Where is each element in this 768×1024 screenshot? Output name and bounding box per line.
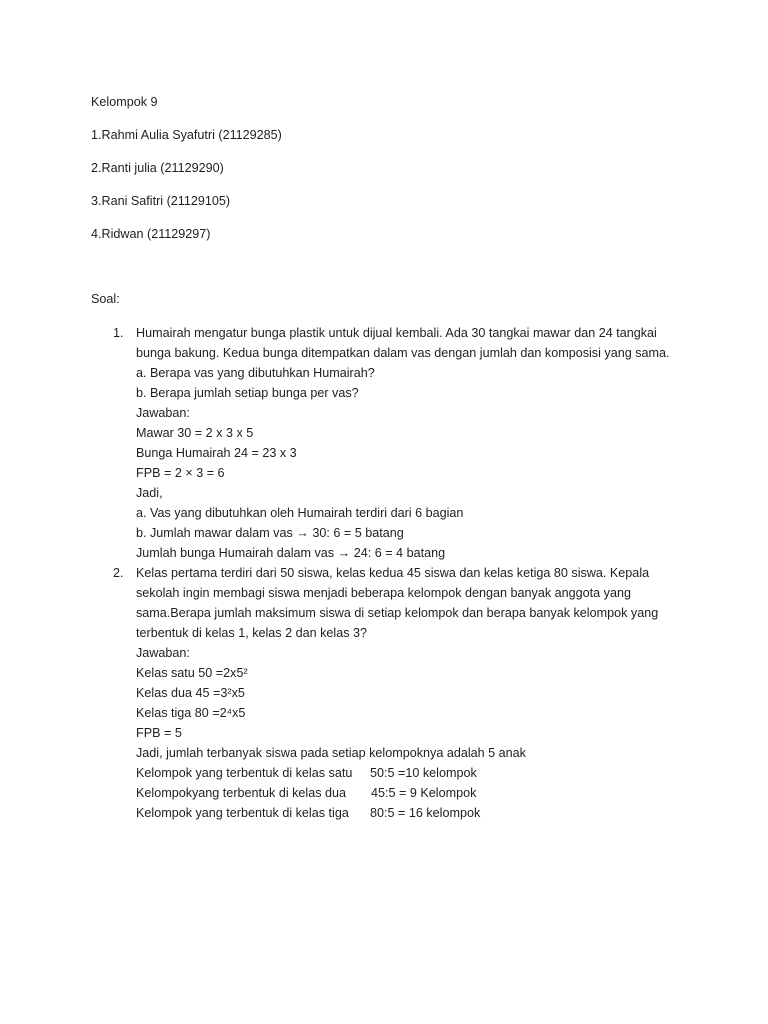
result-label: Kelompokyang terbentuk di kelas dua: [136, 786, 347, 800]
member-4: 4.Ridwan (21129297): [91, 227, 211, 241]
answer-2-line: Kelas tiga 80 =2⁴x5: [136, 706, 246, 720]
result-value: 45:5 = 9 Kelompok: [371, 786, 477, 800]
answer-1-line: b. Jumlah mawar dalam vas → 30: 6 = 5 batang: [136, 526, 404, 540]
answer-2-line: Kelas satu 50 =2x5²: [136, 666, 248, 680]
result-label: Kelompok yang terbentuk di kelas satu: [136, 766, 353, 780]
soal-label: Soal:: [91, 292, 120, 306]
answer-1-line: Mawar 30 = 2 x 3 x 5: [136, 426, 254, 440]
answer-2-line: FPB = 5: [136, 726, 182, 740]
question-2-line: sekolah ingin membagi siswa menjadi beberapa kelompok dengan banyak anggota yang: [136, 586, 631, 600]
question-1-number: 1.: [113, 326, 124, 340]
answer-1-line: FPB = 2 × 3 = 6: [136, 466, 225, 480]
answer-2-line: Kelas dua 45 =3²x5: [136, 686, 245, 700]
question-1-line: a. Berapa vas yang dibutuhkan Humairah?: [136, 366, 375, 380]
answer-1-label: Jawaban:: [136, 406, 190, 420]
group-title: Kelompok 9: [91, 95, 158, 109]
member-2: 2.Ranti julia (21129290): [91, 161, 224, 175]
answer-2-label: Jawaban:: [136, 646, 190, 660]
question-2-number: 2.: [113, 566, 124, 580]
result-label: Kelompok yang terbentuk di kelas tiga: [136, 806, 349, 820]
answer-2-line: Jadi, jumlah terbanyak siswa pada setiap kelompoknya adalah 5 anak: [136, 746, 526, 760]
answer-1-line: Jadi,: [136, 486, 163, 500]
member-1: 1.Rahmi Aulia Syafutri (21129285): [91, 128, 282, 142]
result-value: 50:5 =10 kelompok: [370, 766, 477, 780]
question-1-line: b. Berapa jumlah setiap bunga per vas?: [136, 386, 359, 400]
answer-1-line: a. Vas yang dibutuhkan oleh Humairah terdiri dari 6 bagian: [136, 506, 464, 520]
question-2-line: terbentuk di kelas 1, kelas 2 dan kelas 3?: [136, 626, 368, 640]
question-2-line: Kelas pertama terdiri dari 50 siswa, kelas kedua 45 siswa dan kelas ketiga 80 siswa. Kepala: [136, 566, 650, 580]
result-row: [136, 805, 480, 821]
answer-1-line: Bunga Humairah 24 = 23 x 3: [136, 446, 297, 460]
question-1-line: Humairah mengatur bunga plastik untuk dijual kembali. Ada 30 tangkai mawar dan 24 tangkai: [136, 326, 657, 340]
answer-1-line: Jumlah bunga Humairah dalam vas → 24: 6 = 4 batang: [136, 546, 446, 560]
result-value: 80:5 = 16 kelompok: [370, 806, 481, 820]
question-2-line: sama.Berapa jumlah maksimum siswa di setiap kelompok dan berapa banyak kelompok yang: [136, 606, 659, 620]
question-1-line: bunga bakung. Kedua bunga ditempatkan dalam vas dengan jumlah dan komposisi yang sama.: [136, 346, 670, 360]
member-3: 3.Rani Safitri (21129105): [91, 194, 231, 208]
result-row: [136, 765, 477, 781]
result-row: [136, 785, 476, 801]
